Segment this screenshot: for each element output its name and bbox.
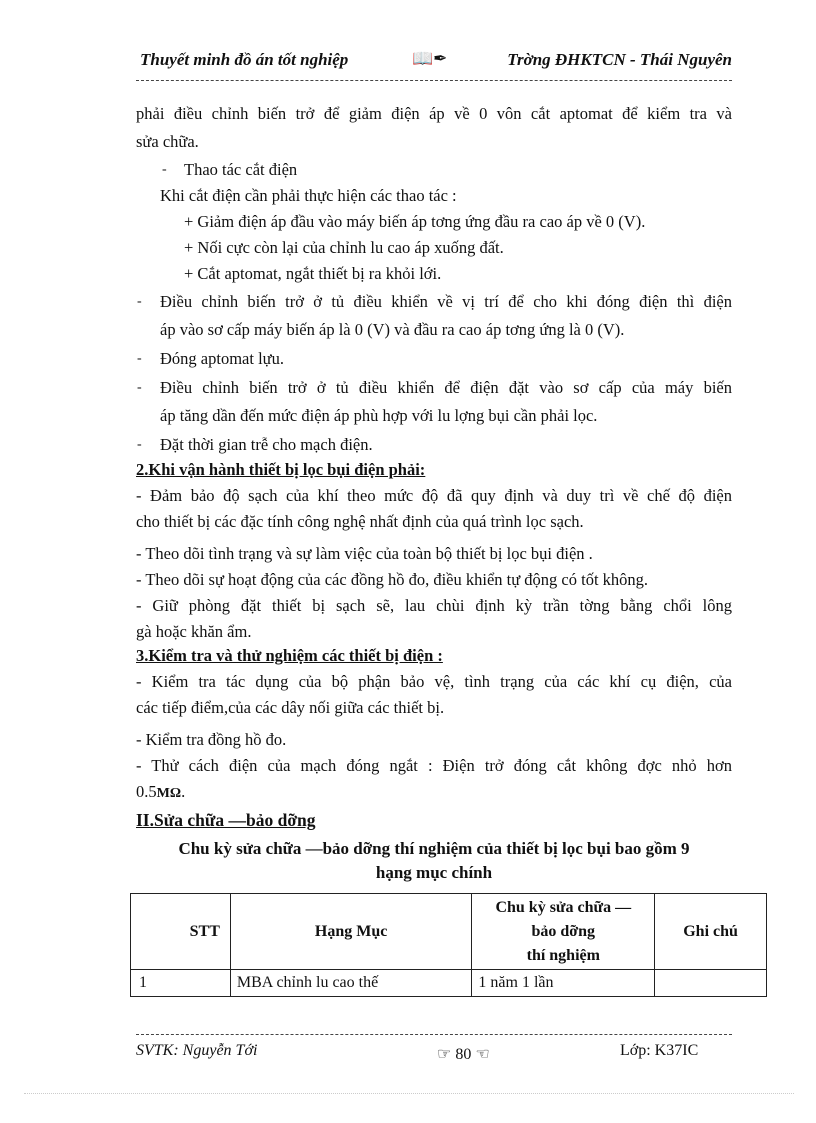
table-caption: Chu kỳ sửa chữa —bảo dỡng thí nghiệm của thiết bị lọc bụi bao gồm 9: [178, 839, 690, 858]
list-item: Đặt thời gian trễ cho mạch điện.: [160, 435, 373, 454]
footer-divider: [136, 1034, 732, 1035]
paragraph-line: phải điều chỉnh biến trở để giảm điện áp về 0 vôn cắt aptomat để kiểm tra và: [136, 104, 732, 123]
paragraph-line: [136, 781, 185, 805]
paragraph-line: cho thiết bị các đặc tính công nghệ nhất định của quá trình lọc sạch.: [136, 512, 584, 531]
list-item: Điều chỉnh biến trở ở tủ điều khiển về vị trí để cho khi đóng điện thì điện: [160, 292, 732, 311]
list-item: Điều chỉnh biến trở ở tủ điều khiển để điện đặt vào sơ cấp của máy biến: [160, 378, 732, 397]
book-pen-icon: 📖✒: [412, 49, 448, 68]
section-heading: 3.Kiểm tra và thử nghiệm các thiết bị điện :: [136, 646, 443, 665]
footer-page-number: [437, 1044, 490, 1064]
column-header-cycle: [472, 894, 655, 970]
table-cell: [655, 970, 767, 997]
bullet-icon: -: [137, 380, 142, 395]
hand-right-icon: ☜: [475, 1046, 490, 1063]
bullet-icon: -: [137, 351, 142, 366]
cycle-header-line: Chu kỳ sửa chữa —: [495, 898, 632, 916]
paragraph-line: - Đảm bảo độ sạch của khí theo mức độ đã quy định và duy trì về chế độ điện: [136, 486, 732, 505]
paragraph-line: các tiếp điểm,của các dây nối giữa các thiết bị.: [136, 698, 445, 717]
paragraph-line: - Kiểm tra tác dụng của bộ phận bảo vệ, tình trạng của các khí cụ điện, của: [136, 672, 732, 691]
column-header-note: Ghi chú: [655, 894, 767, 970]
table-cell: MBA chỉnh lu cao thế: [230, 970, 472, 997]
bullet-icon: -: [137, 437, 142, 452]
cycle-header-line: bảo dỡng: [531, 922, 596, 940]
resistance-value: 0.5: [136, 782, 157, 801]
table-cell: 1 năm 1 lần: [472, 970, 655, 997]
paragraph-line: - Theo dõi sự hoạt động của các đồng hồ đo, điều khiển tự động có tốt không.: [136, 570, 649, 589]
list-item: áp tăng dần đến mức điện áp phù hợp với lu lợng bụi cần phải lọc.: [160, 406, 598, 425]
header-divider: [136, 80, 732, 81]
list-item: áp vào sơ cấp máy biến áp là 0 (V) và đầu ra cao áp tơng ứng là 0 (V).: [160, 320, 625, 339]
list-item: + Giảm điện áp đầu vào máy biến áp tơng ứng đầu ra cao áp về 0 (V).: [184, 212, 646, 231]
footer-student: SVTK: Nguyễn Tới: [136, 1042, 258, 1059]
section-heading: II.Sửa chữa —bảo dỡng: [136, 810, 316, 830]
table-header-row: [131, 894, 767, 970]
table-cell: 1: [131, 970, 231, 997]
section-heading: 2.Khi vận hành thiết bị lọc bụi điện phải:: [136, 460, 426, 479]
column-header-stt: STT: [131, 894, 231, 970]
list-item: Thao tác cắt điện: [184, 160, 298, 179]
paragraph-line: - Thử cách điện của mạch đóng ngắt : Điện trở đóng cắt không đợc nhỏ hơn: [136, 756, 732, 775]
paragraph-line: gà hoặc khăn ẩm.: [136, 622, 252, 641]
table-row: [131, 970, 767, 997]
bullet-icon: -: [137, 294, 142, 309]
page-bottom-edge: [24, 1093, 794, 1094]
page-number: 80: [455, 1046, 472, 1063]
paragraph-line: - Kiểm tra đồng hồ đo.: [136, 730, 287, 749]
resistance-unit: MΩ: [156, 786, 182, 801]
paragraph-line: - Theo dõi tình trạng và sự làm việc của toàn bộ thiết bị lọc bụi điện .: [136, 544, 593, 563]
header-title: Thuyết minh đồ án tốt nghiệp: [140, 50, 349, 69]
paragraph-line: - Giữ phòng đặt thiết bị sạch sẽ, lau chùi định kỳ trần tờng bằng chổi lông: [136, 596, 732, 615]
page-header: [140, 50, 732, 76]
table-caption: hạng mục chính: [375, 863, 493, 882]
maintenance-table: [130, 893, 767, 997]
list-item: + Nối cực còn lại của chỉnh lu cao áp xuống đất.: [184, 238, 504, 257]
cycle-header-line: thí nghiệm: [526, 946, 600, 964]
column-header-item: Hạng Mục: [230, 894, 472, 970]
sentence-end: .: [181, 782, 186, 801]
paragraph-line: sửa chữa.: [136, 132, 199, 151]
footer-class: Lớp: K37IC: [620, 1042, 699, 1059]
header-school: Trờng ĐHKTCN - Thái Nguyên: [507, 50, 732, 69]
bullet-icon: -: [162, 162, 167, 177]
paragraph-line: Khi cắt điện cần phải thực hiện các thao tác :: [160, 186, 457, 205]
list-item: + Cắt aptomat, ngắt thiết bị ra khỏi lới.: [184, 264, 442, 283]
list-item: Đóng aptomat lựu.: [160, 349, 284, 368]
hand-left-icon: ☞: [437, 1046, 452, 1063]
